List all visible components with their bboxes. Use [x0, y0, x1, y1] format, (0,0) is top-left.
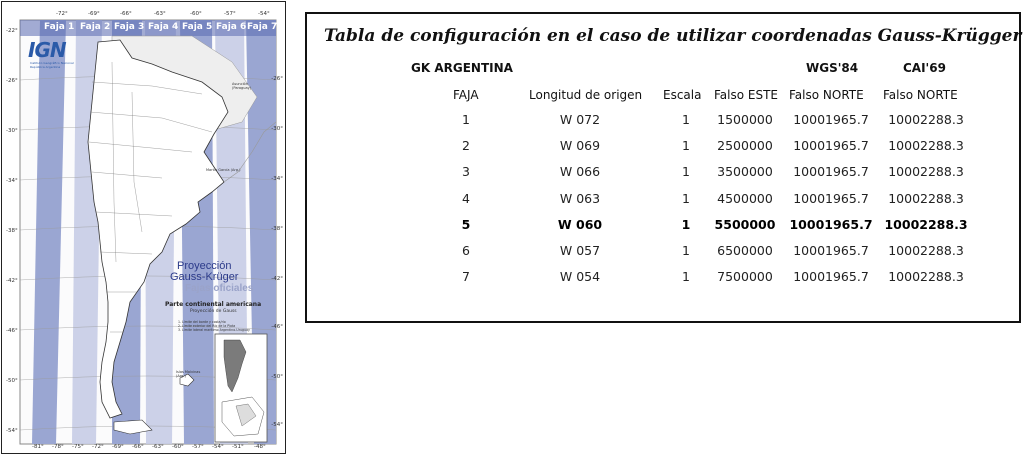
- column-header-escala: Escala: [663, 88, 702, 102]
- cell-escala: 1: [682, 164, 690, 180]
- left-latitude: -38°: [6, 228, 18, 234]
- cell-falso-este: 4500000: [717, 190, 773, 206]
- bottom-longitude: -72°: [92, 444, 104, 450]
- cell-falso-norte-cai69: 10002288.3: [888, 269, 964, 285]
- cell-escala: 1: [682, 112, 690, 127]
- cell-faja: 3: [462, 164, 470, 180]
- legend-item: 3. Límite lateral marítimo Argentino-Uruguay: [178, 328, 250, 332]
- cell-faja: 6: [462, 243, 470, 258]
- cell-falso-este: 2500000: [717, 138, 773, 154]
- cell-longitud: W 066: [559, 164, 601, 180]
- right-latitude: -42°: [271, 276, 283, 282]
- top-longitude: -54°: [258, 11, 270, 17]
- cell-falso-este: 7500000: [717, 269, 773, 285]
- top-longitude: -60°: [190, 11, 202, 17]
- cell-falso-este: 5500000: [714, 216, 776, 232]
- zone-label-4: Faja 4: [148, 22, 179, 32]
- cell-falso-norte-wgs84: 10001965.7: [793, 243, 869, 258]
- cell-falso-norte-cai69: 10002288.3: [888, 190, 964, 206]
- cell-falso-norte-cai69: 10002288.3: [888, 243, 964, 258]
- cell-falso-este: 6500000: [717, 243, 773, 258]
- right-latitude: -38°: [271, 226, 283, 232]
- cell-longitud: W 057: [559, 243, 601, 258]
- cell-falso-norte-wgs84: 10001965.7: [793, 164, 869, 180]
- left-latitude: -54°: [6, 428, 18, 434]
- group-header-gk: GK ARGENTINA: [411, 61, 513, 75]
- table-row: [307, 217, 1019, 235]
- cell-falso-norte-wgs84: 10001965.7: [789, 216, 873, 232]
- top-longitude: -69°: [88, 11, 100, 17]
- top-longitude: -63°: [154, 11, 166, 17]
- zone-label-3: Faja 3: [114, 22, 145, 32]
- cell-faja: 4: [462, 190, 470, 206]
- map-legend: [178, 320, 250, 332]
- bottom-longitude: -54°: [212, 444, 224, 450]
- table-row: [307, 191, 1019, 209]
- legend-item: 1. Límite del borde y costa/río: [178, 320, 226, 324]
- city-label-martin-garcia: Martín García (Arg.): [206, 168, 241, 172]
- left-latitude: -26°: [6, 78, 18, 84]
- islands-label: Islas Malvinas (Arg.): [176, 370, 201, 378]
- table-title: Tabla de configuración en el caso de utilizar coordenadas Gauss-Krügger: [324, 26, 1022, 46]
- map-subtitle: Fajas oficiales: [185, 283, 254, 294]
- zone-label-1: Faja 1: [44, 22, 75, 32]
- cell-longitud: W 060: [557, 216, 603, 232]
- cell-falso-norte-wgs84: 10001965.7: [793, 190, 869, 206]
- cell-longitud: W 054: [559, 269, 601, 285]
- bottom-longitude: -57°: [192, 444, 204, 450]
- column-header-falso-norte-wgs84: Falso NORTE: [789, 88, 864, 102]
- right-latitude: -30°: [271, 126, 283, 132]
- cell-longitud: W 063: [559, 190, 601, 206]
- column-header-falso-norte-cai69: Falso NORTE: [883, 88, 958, 102]
- cell-faja: 5: [461, 216, 471, 232]
- cell-escala: 1: [682, 243, 690, 258]
- cell-falso-este: 1500000: [717, 112, 773, 127]
- cell-falso-norte-wgs84: 10001965.7: [793, 112, 869, 127]
- cell-falso-norte-cai69: 10002288.3: [884, 216, 968, 232]
- column-header-falso-este: Falso ESTE: [714, 88, 779, 102]
- bottom-longitude: -69°: [112, 444, 124, 450]
- zone-label-6: Faja 6: [216, 22, 247, 32]
- bottom-longitude: -78°: [52, 444, 64, 450]
- cell-falso-norte-cai69: 10002288.3: [888, 138, 964, 154]
- right-latitude: -46°: [271, 324, 283, 330]
- cell-longitud: W 069: [559, 138, 601, 154]
- left-latitude: -22°: [6, 28, 18, 34]
- cell-escala: 1: [681, 216, 691, 232]
- bottom-longitude: -81°: [32, 444, 44, 450]
- map-title: Proyección Gauss-Krüger: [170, 260, 239, 283]
- gauss-kruger-zones-map: [1, 1, 286, 454]
- left-latitude: -46°: [6, 328, 18, 334]
- table-row: [307, 138, 1019, 156]
- bottom-longitude: -51°: [232, 444, 244, 450]
- group-header-cai69: CAI'69: [903, 61, 946, 75]
- right-latitude: -34°: [271, 176, 283, 182]
- bottom-longitude: -75°: [72, 444, 84, 450]
- top-longitude: -72°: [56, 11, 68, 17]
- cell-escala: 1: [682, 138, 690, 154]
- zone-label-5: Faja 5: [182, 22, 213, 32]
- right-latitude: -26°: [271, 76, 283, 82]
- cell-falso-norte-wgs84: 10001965.7: [793, 138, 869, 154]
- top-longitude: -66°: [120, 11, 132, 17]
- ign-logo-subtitle: Instituto Geográfico Nacional República Argentina: [30, 61, 74, 69]
- left-latitude: -34°: [6, 178, 18, 184]
- left-latitude: -50°: [6, 378, 18, 384]
- cell-escala: 1: [682, 269, 690, 285]
- group-header-wgs84: WGS'84: [806, 61, 859, 75]
- left-latitude: -30°: [6, 128, 18, 134]
- cell-falso-norte-cai69: 10002288.3: [888, 164, 964, 180]
- top-longitude: -57°: [224, 11, 236, 17]
- zone-label-2: Faja 2: [80, 22, 111, 32]
- cell-longitud: W 072: [559, 112, 601, 127]
- cell-falso-este: 3500000: [717, 164, 773, 180]
- table-row: [307, 269, 1019, 287]
- cell-escala: 1: [682, 190, 690, 206]
- bottom-longitude: -66°: [132, 444, 144, 450]
- bottom-longitude: -48°: [254, 444, 266, 450]
- column-header-longitud: Longitud de origen: [529, 88, 643, 102]
- column-header-faja: FAJA: [453, 88, 479, 102]
- table-row: [307, 243, 1019, 261]
- bottom-longitude: -63°: [152, 444, 164, 450]
- bottom-longitude: -60°: [172, 444, 184, 450]
- map-graphic: [2, 2, 286, 454]
- legend-item: 2. Límite exterior del Río de la Plata: [178, 324, 236, 328]
- table-row: [307, 112, 1019, 130]
- city-label-asuncion: Asunción (Paraguay): [232, 82, 252, 90]
- cell-faja: 1: [462, 112, 470, 127]
- configuration-table-panel: [305, 12, 1021, 323]
- left-latitude: -42°: [6, 278, 18, 284]
- cell-faja: 2: [462, 138, 470, 154]
- ign-logo: IGN: [28, 38, 66, 62]
- right-latitude: -54°: [271, 422, 283, 428]
- right-latitude: -50°: [271, 374, 283, 380]
- table-row: [307, 164, 1019, 182]
- zone-label-7: Faja 7: [247, 22, 278, 32]
- cell-falso-norte-wgs84: 10001965.7: [793, 269, 869, 285]
- map-note-title: Parte continental americana: [165, 301, 262, 308]
- map-note-subtitle: Proyección de Gauss: [190, 309, 237, 314]
- cell-faja: 7: [462, 269, 470, 285]
- cell-falso-norte-cai69: 10002288.3: [888, 112, 964, 127]
